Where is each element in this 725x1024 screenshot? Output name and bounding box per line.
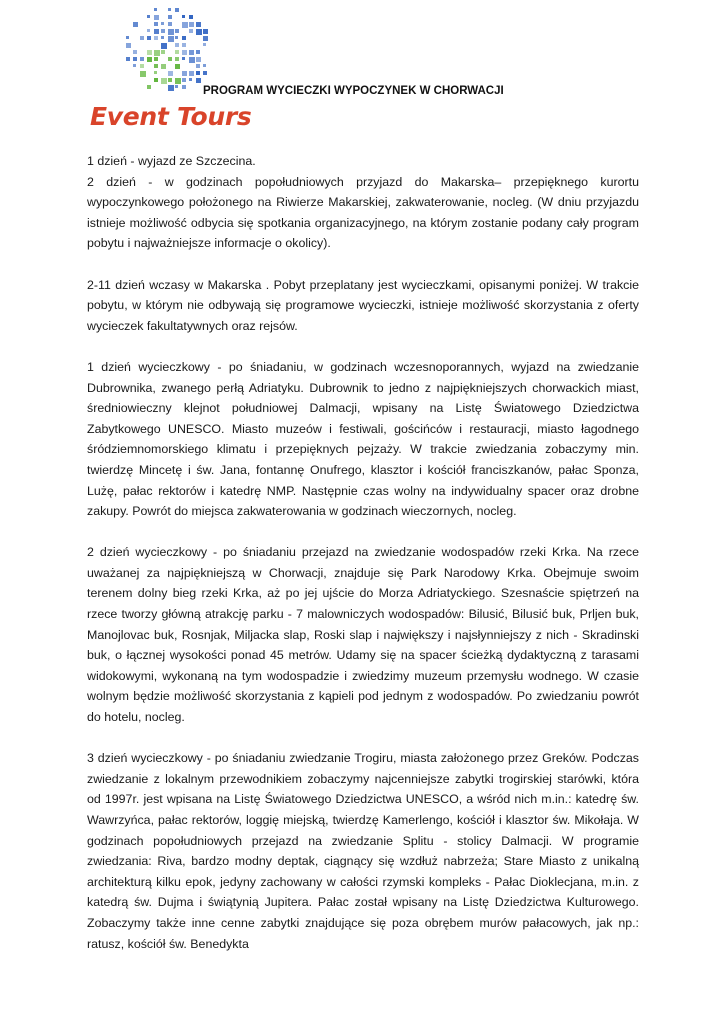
mosaic-tile <box>140 57 144 61</box>
mosaic-tile <box>168 8 171 11</box>
mosaic-tile <box>140 64 144 68</box>
mosaic-tile <box>189 78 192 81</box>
page-title: PROGRAM WYCIECZKI WYPOCZYNEK W CHORWACJI <box>203 85 504 97</box>
mosaic-tile <box>203 64 206 67</box>
mosaic-tile <box>175 57 179 61</box>
mosaic-tile <box>133 50 137 54</box>
mosaic-tile <box>196 78 201 83</box>
mosaic-tile <box>182 15 185 18</box>
mosaic-tile <box>203 71 207 75</box>
mosaic-tile <box>133 22 138 27</box>
mosaic-tile <box>154 8 157 11</box>
mosaic-tile <box>168 57 172 61</box>
mosaic-tile <box>133 57 137 61</box>
mosaic-tile <box>133 64 136 67</box>
mosaic-tile <box>140 36 144 40</box>
mosaic-tile <box>154 50 160 56</box>
mosaic-tile <box>196 29 202 35</box>
mosaic-tile <box>154 57 158 61</box>
mosaic-tile <box>175 43 179 47</box>
mosaic-tile <box>126 43 131 48</box>
paragraph-excursion-3: 3 dzień wycieczkowy - po śniadaniu zwiedzanie Trogiru, miasta założonego przez Greków. Podczas zwiedzanie z lokalnym przewodnikiem zobaczymy najcenniejsze zabytki trogirskiej starówki, która od 1997r. jest wpisana na Listę Światowego Dziedzictwa UNESCO, a wśród nich m.in.: katedrę św. Wawrzyńca, pałac rektorów, loggię miejską, twierdzę Kamerlengo, kościół i klasztor św. Mikołaja. W godzinach popołudniowych przejazd na zwiedzanie Splitu - stolicy Dalmacji. W programie zwiedzania: Riva, bardzo modny deptak, ciągnący się wzdłuż nabrzeża; Stare Miasto z unikalną architekturą kilku epok, jedyny zachowany w całości rzymski kompleks - Pałac Dioklecjana, m.in. z katedrą św. Dujma i świątynią Jupitera. Pałac został wpisany na Listę Dziedzictwa Kulturowego. Zobaczymy także inne cenne zabytki znajdujące się poza obrębem murów pałacowych, jak np.: ratusz, kościół św. Benedykta <box>87 751 639 951</box>
logo-brand-text: Event Tours <box>90 102 252 131</box>
paragraph-excursion-1: 1 dzień wycieczkowy - po śniadaniu, w godzinach wczesnoporannych, wyjazd na zwiedzanie Dubrownika, zwanego perłą Adriatyku. Dubrownik to jedno z najpiękniejszych chorwackich miast, średniowieczny klejnot południowej Dalmacji, wpisany na Listę Światowego Dziedzictwa Zabytkowego UNESCO. Miasto muzeów i festiwali, gościńców i restauracji, miasto łagodnego śródziemnomorskiego klimatu i przepięknych pejzaży. W trakcie zwiedzania zobaczymy min. twierdzę Mincetę i św. Jana, fontannę Onufrego, klasztor i kościół franciszkanów, pałac Sponza, Lużę, pałac rektorów i katedrę NMP. Następnie czas wolny na indywidualny spacer oraz drobne zakupy. Powrót do miejsca zakwaterowania w godzinach wieczornych, nocleg. <box>87 359 639 519</box>
mosaic-tile <box>189 71 194 76</box>
mosaic-tile <box>203 36 208 41</box>
mosaic-tile <box>189 50 194 55</box>
paragraph-day-2: 2 dzień - w godzinach popołudniowych przyjazd do Makarska– przepięknego kurortu wypoczynkowego położonego na Riwierze Makarskiej, zakwaterowanie, nocleg. (W dniu przyjazdu istnieje możliwość odbycia się spotkania organizacyjnego, na którym zostanie podany cały program pobytu i najważniejsze informacje o okolicy). <box>87 174 639 251</box>
mosaic-tile <box>203 29 208 34</box>
mosaic-tile <box>168 85 174 91</box>
mosaic-tile <box>175 50 179 54</box>
mosaic-tile <box>196 57 201 62</box>
mosaic-tile <box>182 22 188 28</box>
mosaic-tile <box>196 64 200 68</box>
mosaic-tile <box>175 29 179 33</box>
mosaic-tile <box>189 57 195 63</box>
mosaic-tile <box>154 36 158 40</box>
mosaic-tile <box>154 29 159 34</box>
mosaic-tile <box>147 85 151 89</box>
mosaic-tile <box>161 43 167 49</box>
event-tours-logo <box>90 6 250 134</box>
mosaic-tile <box>182 78 186 82</box>
mosaic-tile <box>161 29 165 33</box>
mosaic-tile <box>168 78 172 82</box>
mosaic-tile <box>154 22 158 26</box>
mosaic-tile <box>182 85 186 89</box>
mosaic-tile <box>182 57 185 60</box>
mosaic-tile <box>154 64 158 68</box>
mosaic-tile <box>168 71 173 76</box>
mosaic-tile <box>189 15 193 19</box>
mosaic-tile <box>175 78 181 84</box>
mosaic-tile <box>189 22 194 27</box>
mosaic-tile <box>189 29 193 33</box>
mosaic-tile <box>161 36 164 39</box>
mosaic-tile <box>182 36 186 40</box>
paragraph-excursion-2: 2 dzień wycieczkowy - po śniadaniu przejazd na zwiedzanie wodospadów rzeki Krka. Na rzece uważanej za najpiękniejszą w Chorwacji, znajduje się Park Narodowy Krka. Obejmuje swoim terenem dolny bieg rzeki Krka, aż po jej ujście do Morza Adriatyckiego. Szesnaście spiętrzeń na rzece tworzy główną atrakcję parku - 7 malowniczych wodospadów: Bilusić, Bilusić buk, Prljen buk, Manojlovac buk, Rosnjak, Miljacka slap, Roski slap i największy i najsłynniejszy z nich - Skradinski buk, o łącznej wysokości ponad 45 metrów. Udamy się na spacer ścieżką dydaktyczną z tarasami widokowymi, wykonaną na tym wodospadzie i zwiedzimy muzeum przemysłu wodnego. W czasie wolnym będzie możliwość skorzystania z kąpieli pod jednym z wodospadów. Po zwiedzaniu powrót do hotelu, nocleg. <box>87 545 639 725</box>
mosaic-tile <box>126 36 129 39</box>
document-body <box>87 151 639 954</box>
mosaic-tile <box>182 71 187 76</box>
mosaic-tile <box>175 36 178 39</box>
mosaic-logo-icon <box>124 6 214 98</box>
paragraph-days-2-11: 2-11 dzień wczasy w Makarska . Pobyt przeplatany jest wycieczkami, opisanymi poniżej. W trakcie pobytu, w którym nie odbywają się programowe wycieczki, istnieje możliwość skorzystania z oferty wycieczek fakultatywnych oraz rejsów. <box>87 277 639 333</box>
mosaic-tile <box>175 64 180 69</box>
mosaic-tile <box>196 22 201 27</box>
mosaic-tile <box>154 78 158 82</box>
mosaic-tile <box>147 29 150 32</box>
mosaic-tile <box>154 15 159 20</box>
mosaic-tile <box>147 57 152 62</box>
mosaic-tile <box>161 22 164 25</box>
mosaic-tile <box>154 71 157 74</box>
mosaic-tile <box>182 43 186 47</box>
mosaic-tile <box>196 50 200 54</box>
mosaic-tile <box>161 78 167 84</box>
mosaic-tile <box>161 64 166 69</box>
mosaic-tile <box>203 43 206 46</box>
mosaic-tile <box>175 85 178 88</box>
mosaic-tile <box>175 8 179 12</box>
mosaic-tile <box>182 50 187 55</box>
mosaic-tile <box>147 36 151 40</box>
mosaic-tile <box>147 15 150 18</box>
mosaic-tile <box>168 36 174 42</box>
mosaic-tile <box>196 71 200 75</box>
mosaic-tile <box>168 29 174 35</box>
mosaic-tile <box>161 50 165 54</box>
mosaic-tile <box>168 22 172 26</box>
paragraph-day-1: 1 dzień - wyjazd ze Szczecina. <box>87 154 256 168</box>
mosaic-tile <box>147 50 152 55</box>
mosaic-tile <box>126 57 130 61</box>
mosaic-tile <box>140 71 146 77</box>
mosaic-tile <box>168 15 172 19</box>
